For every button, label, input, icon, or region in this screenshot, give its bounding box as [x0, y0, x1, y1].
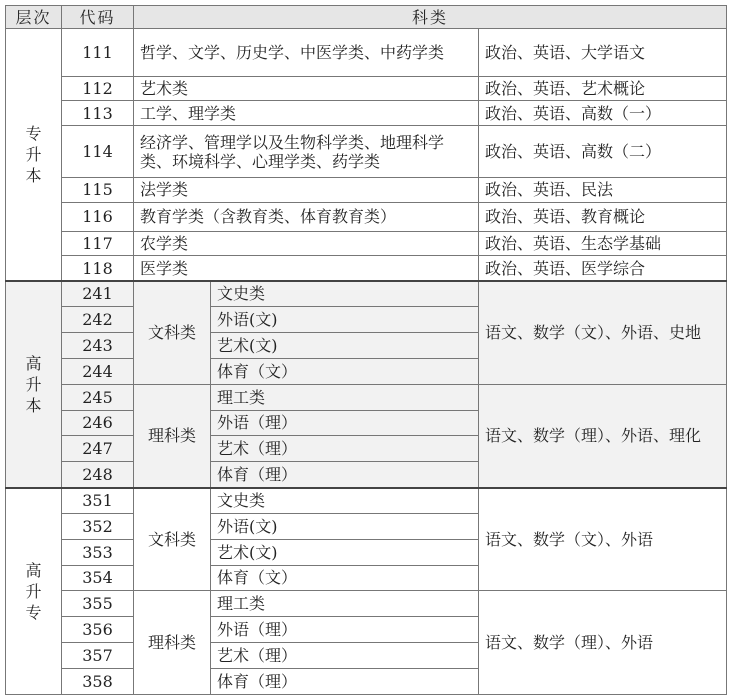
category-cell: 理科类 — [134, 591, 211, 695]
category-cell: 医学类 — [134, 256, 479, 281]
category-cell: 教育学类（含教育类、体育教育类） — [134, 202, 479, 231]
table-row — [6, 126, 727, 178]
subcategory-cell: 艺术(文) — [211, 332, 479, 358]
subcategory-cell: 体育（理） — [211, 668, 479, 694]
table-row — [6, 177, 727, 202]
subjects-cell: 政治、英语、医学综合 — [479, 256, 727, 281]
subjects-cell: 政治、英语、教育概论 — [479, 202, 727, 231]
code-cell: 247 — [62, 436, 134, 462]
code-cell: 111 — [62, 29, 134, 77]
level-cell: 高升专 — [6, 488, 62, 695]
category-cell: 哲学、文学、历史学、中医学类、中药学类 — [134, 29, 479, 77]
code-cell: 241 — [62, 281, 134, 307]
table-row — [6, 281, 727, 307]
table-row — [6, 29, 727, 77]
subcategory-cell: 体育（理） — [211, 462, 479, 488]
code-cell: 244 — [62, 358, 134, 384]
exam-subjects-table — [5, 5, 727, 695]
subjects-cell: 语文、数学（理）、外语、理化 — [479, 384, 727, 487]
header-row — [6, 6, 727, 29]
subcategory-cell: 文史类 — [211, 281, 479, 307]
code-cell: 242 — [62, 307, 134, 333]
category-cell: 艺术类 — [134, 76, 479, 101]
code-cell: 243 — [62, 332, 134, 358]
category-cell: 文科类 — [134, 281, 211, 384]
subjects-cell: 政治、英语、大学语文 — [479, 29, 727, 77]
subcategory-cell: 艺术（理） — [211, 643, 479, 669]
code-cell: 352 — [62, 513, 134, 539]
subcategory-cell: 外语（理） — [211, 617, 479, 643]
category-cell: 经济学、管理学以及生物科学类、地理科学类、环境科学、心理学类、药学类 — [134, 126, 479, 178]
subcategory-cell: 理工类 — [211, 591, 479, 617]
code-cell: 246 — [62, 410, 134, 436]
code-cell: 357 — [62, 643, 134, 669]
subcategory-cell: 体育（文） — [211, 358, 479, 384]
category-cell: 法学类 — [134, 177, 479, 202]
table-row — [6, 202, 727, 231]
code-cell: 355 — [62, 591, 134, 617]
subjects-cell: 政治、英语、民法 — [479, 177, 727, 202]
level-cell: 专升本 — [6, 29, 62, 281]
header-code: 代码 — [62, 6, 134, 29]
table-row — [6, 101, 727, 126]
code-cell: 358 — [62, 668, 134, 694]
subjects-cell: 政治、英语、高数（二） — [479, 126, 727, 178]
code-cell: 115 — [62, 177, 134, 202]
category-cell: 文科类 — [134, 488, 211, 591]
code-cell: 113 — [62, 101, 134, 126]
subjects-cell: 语文、数学（文）、外语 — [479, 488, 727, 591]
subjects-cell: 政治、英语、艺术概论 — [479, 76, 727, 101]
code-cell: 112 — [62, 76, 134, 101]
subjects-cell: 语文、数学（理）、外语 — [479, 591, 727, 695]
code-cell: 116 — [62, 202, 134, 231]
header-category: 科类 — [134, 6, 727, 29]
code-cell: 245 — [62, 384, 134, 410]
table-row — [6, 76, 727, 101]
subjects-cell: 政治、英语、高数（一） — [479, 101, 727, 126]
table-row — [6, 384, 727, 410]
subcategory-cell: 文史类 — [211, 488, 479, 514]
code-cell: 114 — [62, 126, 134, 178]
code-cell: 118 — [62, 256, 134, 281]
subjects-cell: 语文、数学（文）、外语、史地 — [479, 281, 727, 384]
subcategory-cell: 艺术（理） — [211, 436, 479, 462]
table-row — [6, 591, 727, 617]
code-cell: 351 — [62, 488, 134, 514]
table-row — [6, 231, 727, 256]
table-row — [6, 488, 727, 514]
subcategory-cell: 体育（文） — [211, 565, 479, 591]
level-cell: 高升本 — [6, 281, 62, 488]
code-cell: 248 — [62, 462, 134, 488]
category-cell: 理科类 — [134, 384, 211, 487]
category-cell: 工学、理学类 — [134, 101, 479, 126]
code-cell: 356 — [62, 617, 134, 643]
code-cell: 117 — [62, 231, 134, 256]
subjects-cell: 政治、英语、生态学基础 — [479, 231, 727, 256]
subcategory-cell: 外语(文) — [211, 307, 479, 333]
category-cell: 农学类 — [134, 231, 479, 256]
table-row — [6, 256, 727, 281]
subcategory-cell: 外语（理） — [211, 410, 479, 436]
subcategory-cell: 理工类 — [211, 384, 479, 410]
code-cell: 354 — [62, 565, 134, 591]
subcategory-cell: 外语(文) — [211, 513, 479, 539]
subcategory-cell: 艺术(文) — [211, 539, 479, 565]
code-cell: 353 — [62, 539, 134, 565]
header-level: 层次 — [6, 6, 62, 29]
